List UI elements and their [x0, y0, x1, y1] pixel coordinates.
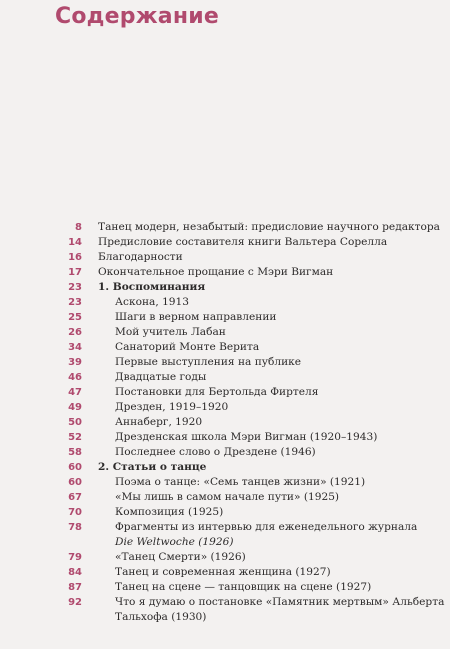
toc-page-number: 52 [68, 432, 82, 443]
toc-entry [0, 295, 450, 310]
page-title: Содержание [55, 4, 219, 29]
toc-entry-title: Die Weltwoche (1926) [115, 536, 234, 548]
toc-entry [0, 415, 450, 430]
toc-page-number: 87 [68, 582, 82, 593]
toc-entry [0, 385, 450, 400]
toc-entry-title: Танец модерн, незабытый: предисловие научного редактора [98, 221, 440, 233]
toc-page-number: 23 [68, 297, 82, 308]
toc-entry [0, 250, 450, 265]
toc-page-number: 16 [68, 252, 82, 263]
toc-entry [0, 265, 450, 280]
toc-entry [0, 595, 450, 610]
toc-entry-title: Постановки для Бертольда Фиртеля [115, 386, 319, 398]
toc-page-number: 25 [68, 312, 82, 323]
toc-entry [0, 535, 450, 550]
toc-entry-title: Дрезденская школа Мэри Вигман (1920–1943) [115, 431, 378, 443]
toc-entry [0, 460, 450, 475]
toc-entry-title: Дрезден, 1919–1920 [115, 401, 229, 413]
toc-entry [0, 325, 450, 340]
toc-entry-title: Санаторий Монте Верита [115, 341, 260, 353]
toc-entry [0, 580, 450, 595]
toc-entry [0, 370, 450, 385]
toc-entry-title: Первые выступления на публике [115, 356, 302, 368]
toc-entry [0, 520, 450, 535]
toc-entry [0, 610, 450, 625]
toc-entry-title: Аннаберг, 1920 [115, 416, 203, 428]
toc-entry [0, 490, 450, 505]
toc-entry [0, 355, 450, 370]
toc-entry-title: Фрагменты из интервью для еженедельного журнала [115, 521, 418, 533]
toc-entry [0, 475, 450, 490]
table-of-contents [0, 220, 450, 625]
toc-entry-title: Предисловие составителя книги Вальтера Сорелла [98, 236, 388, 248]
toc-entry [0, 550, 450, 565]
toc-entry [0, 445, 450, 460]
toc-entry [0, 565, 450, 580]
toc-entry-title: Танец на сцене — танцовщик на сцене (1927) [115, 581, 372, 593]
toc-entry-title: Благодарности [98, 251, 183, 263]
toc-page-number: 47 [68, 387, 82, 398]
toc-page-number: 84 [68, 567, 82, 578]
toc-entry-title: Мой учитель Лабан [115, 326, 226, 338]
toc-page-number: 39 [68, 357, 82, 368]
toc-entry-title: «Танец Смерти» (1926) [115, 551, 246, 563]
toc-page-number: 67 [68, 492, 82, 503]
toc-page-number: 92 [68, 597, 82, 608]
toc-page-number: 17 [68, 267, 82, 278]
toc-page-number: 46 [68, 372, 82, 383]
toc-page-number: 70 [68, 507, 82, 518]
toc-entry-title: Аскона, 1913 [115, 296, 190, 308]
toc-entry-title: Тальхофа (1930) [115, 611, 207, 623]
toc-page-number: 34 [68, 342, 82, 353]
toc-entry-title: Последнее слово о Дрездене (1946) [115, 446, 316, 458]
toc-entry-title: Поэма о танце: «Семь танцев жизни» (1921) [115, 476, 366, 488]
toc-entry [0, 505, 450, 520]
toc-entry-title: «Мы лишь в самом начале пути» (1925) [115, 491, 340, 503]
toc-page-number: 60 [68, 462, 82, 473]
toc-entry [0, 310, 450, 325]
toc-page-number: 8 [75, 222, 82, 233]
toc-page-number: 79 [68, 552, 82, 563]
toc-entry-title: 2. Статьи о танце [98, 461, 207, 473]
toc-page-number: 49 [68, 402, 82, 413]
toc-entry [0, 220, 450, 235]
toc-entry-title: Окончательное прощание с Мэри Вигман [98, 266, 334, 278]
toc-entry [0, 340, 450, 355]
toc-entry [0, 400, 450, 415]
toc-entry [0, 280, 450, 295]
toc-page-number: 58 [68, 447, 82, 458]
toc-entry-title: Шаги в верном направлении [115, 311, 277, 323]
toc-entry [0, 235, 450, 250]
toc-entry-title: 1. Воспоминания [98, 281, 206, 293]
toc-page-number: 23 [68, 282, 82, 293]
toc-page-number: 78 [68, 522, 82, 533]
toc-page-number: 14 [68, 237, 82, 248]
toc-entry [0, 430, 450, 445]
toc-page-number: 50 [68, 417, 82, 428]
toc-page-number: 60 [68, 477, 82, 488]
toc-page-number: 26 [68, 327, 82, 338]
toc-entry-title: Танец и современная женщина (1927) [115, 566, 331, 578]
toc-entry-title: Что я думаю о постановке «Памятник мертвым» Альберта [115, 596, 445, 608]
toc-entry-title: Двадцатые годы [115, 371, 207, 383]
toc-entry-title: Композиция (1925) [115, 506, 224, 518]
